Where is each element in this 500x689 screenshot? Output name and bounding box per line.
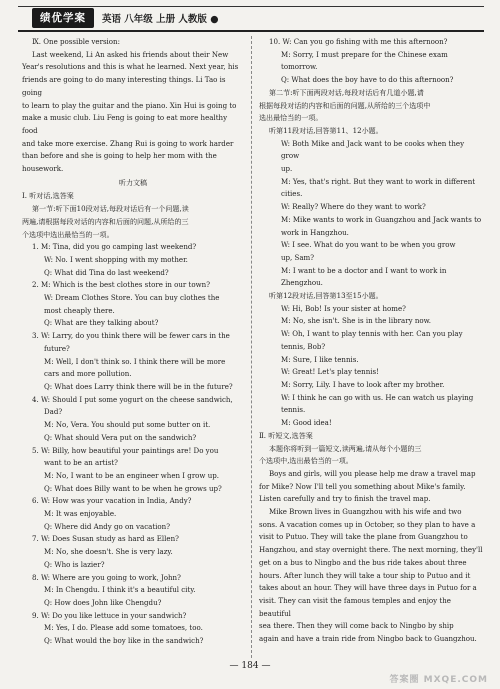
left-text-line: W: Dream Clothes Store. You can buy clothes the — [44, 293, 220, 303]
page-header — [18, 6, 484, 30]
right-text-line: takes about an hour. They will have three days in Putuo for a — [259, 583, 477, 593]
right-text-line: up, Sam? — [281, 252, 315, 262]
right-text-line: M: I want to be a doctor and I want to work in — [281, 265, 447, 275]
watermark-logo: 答案圈 MXQE.COM — [389, 675, 488, 685]
right-text-line: Q: What does the boy have to do this afternoon? — [281, 75, 454, 85]
page-number: — 184 — — [229, 661, 271, 671]
right-text-line: hours. After lunch they will take a tour ship to Putuo and it — [259, 570, 471, 580]
left-text-line: Q: What would the boy like in the sandwich? — [44, 636, 204, 646]
right-text-line: W: I see. What do you want to be when you grow — [281, 240, 456, 250]
right-text-line: 个选项中,选出最恰当的一项。 — [259, 456, 353, 466]
right-text-line: tennis, Bob? — [281, 341, 326, 351]
right-text-line: M: Mike wants to work in Guangzhou and Jack wants to — [281, 214, 482, 224]
right-text-line: 听第12段对话,回答第13至15小题。 — [269, 291, 383, 301]
right-text-line: 第二节:听下面两段对话,每段对话后有几道小题,请 — [269, 87, 424, 97]
left-column — [22, 36, 244, 648]
left-text-line: Dad? — [44, 407, 63, 417]
left-text-line: 听力文稿 — [118, 177, 148, 187]
subject-label: 英语 八年级 上册 人教版 ● — [102, 14, 219, 25]
left-text-line: Q: Who is lazier? — [44, 559, 105, 569]
left-text-line: than before and she is going to help her mom with the — [22, 151, 217, 161]
left-text-line: to learn to play the guitar and the piano. Xin Hui is going to — [22, 100, 237, 110]
right-text-line: W: Hi, Bob! Is your sister at home? — [281, 303, 406, 313]
right-column — [259, 36, 483, 646]
right-text-line: W: Really? Where do they want to work? — [281, 202, 426, 212]
right-text-line: Mike Brown lives in Guangzhou with his wife and two — [269, 507, 462, 517]
right-text-line: visit. They can visit the famous temples and enjoy the beautiful — [259, 595, 451, 618]
right-text-line: work in Hangzhou. — [281, 227, 349, 237]
right-text-line: Hangzhou, and stay overnight there. The next morning, they'll — [259, 545, 483, 555]
right-text-line: tomorrow. — [281, 62, 318, 72]
left-text-line: Q: What should Vera put on the sandwich? — [44, 432, 197, 442]
right-text-line: 听第11段对话,回答第11、12小题。 — [269, 125, 383, 135]
right-text-line: sons. A vacation comes up in October, so they plan to have a — [259, 519, 476, 529]
left-text-line: want to be an artist? — [44, 458, 118, 468]
left-text-line: 8. W: Where are you going to work, John? — [32, 572, 181, 582]
right-text-line: W: I think he can go with us. He can watch us playing — [281, 392, 474, 402]
left-text-line: 1. M: Tina, did you go camping last weekend? — [32, 242, 197, 252]
right-text-line: tennis. — [281, 405, 306, 415]
right-text-line: Ⅱ. 听短文,选答案 — [259, 430, 313, 440]
right-text-line: 选出最恰当的一项。 — [259, 113, 323, 123]
left-text-line: M: It was enjoyable. — [44, 509, 117, 519]
right-text-line: M: Sorry, Lily. I have to look after my brother. — [281, 379, 445, 389]
left-text-line: Q: What did Tina do last weekend? — [44, 267, 169, 277]
left-text-line: Q: What are they talking about? — [44, 318, 159, 328]
right-text-line: visit to Putuo. They will take the plane from Guangzhou to — [259, 532, 468, 542]
right-text-line: M: Yes, that's right. But they want to work in different — [281, 176, 476, 186]
left-text-line: Q: What does Larry think there will be in the future? — [44, 381, 233, 391]
column-divider — [251, 36, 252, 658]
left-text-line: W: No. I went shopping with my mother. — [44, 254, 188, 264]
left-text-line: 4. W: Should I put some yogurt on the cheese sandwich, — [32, 394, 233, 404]
book-logo: 绩优学案 — [32, 8, 94, 28]
right-text-line: M: Sorry, I must prepare for the Chinese exam — [281, 49, 448, 59]
right-text-line: 10. W: Can you go fishing with me this afternoon? — [269, 37, 448, 46]
right-text-line: get on a bus to Ningbo and the bus ride takes about three — [259, 557, 467, 567]
left-text-line: cars and more pollution. — [44, 369, 132, 379]
left-text-line: Q: How does John like Chengdu? — [44, 597, 162, 607]
left-text-line: 3. W: Larry, do you think there will be fewer cars in the — [32, 331, 230, 341]
left-text-line: Q: Where did Andy go on vacation? — [44, 521, 170, 531]
left-text-line: Last weekend, Li An asked his friends about their New — [32, 49, 229, 59]
right-text-line: M: No, she isn't. She is in the library now. — [281, 316, 432, 326]
right-text-line: Zhengzhou. — [281, 278, 323, 288]
right-text-line: up. — [281, 164, 293, 174]
left-text-line: M: No, she doesn't. She is very lazy. — [44, 547, 173, 557]
left-text-line: 2. M: Which is the best clothes store in our town? — [32, 280, 210, 290]
right-text-line: again and have a train ride from Ningbo back to Guangzhou. — [259, 634, 477, 644]
left-text-line: 6. W: How was your vacation in India, Andy? — [32, 496, 192, 506]
left-text-line: Ⅰ. 听对话,选答案 — [22, 191, 74, 201]
left-text-line: 第一节:听下面10段对话,每段对话后有一个问题,读 — [32, 204, 189, 214]
left-text-line: M: Well, I don't think so. I think there will be more — [44, 356, 226, 366]
right-text-line: Boys and girls, will you please help me draw a travel map — [269, 468, 476, 478]
right-text-line: sea there. Then they will come back to Ningbo by ship — [259, 621, 454, 631]
left-text-line: most cheaply there. — [44, 305, 115, 315]
left-text-line: Q: What does Billy want to be when he grows up? — [44, 483, 222, 493]
right-text-line: W: Great! Let's play tennis! — [281, 367, 379, 377]
left-text-line: 9. W: Do you like lettuce in your sandwich? — [32, 610, 187, 620]
left-text-line: housework. — [22, 164, 64, 174]
right-text-line: 本题你将听到一篇短文,读两遍,请从每个小题的三 — [269, 443, 422, 453]
left-text-line: future? — [44, 343, 70, 353]
left-text-line: Ⅸ. One possible version: — [32, 37, 120, 46]
left-text-line: 5. W: Billy, how beautiful your paintings are! Do you — [32, 445, 219, 455]
left-text-line: M: In Chengdu. I think it's a beautiful city. — [44, 585, 196, 595]
left-text-line: friends are going to do many interesting things. Li Tao is going — [22, 75, 226, 97]
left-text-line: M: Yes, I do. Please add some tomatoes, too. — [44, 623, 203, 633]
left-text-line: 7. W: Does Susan study as hard as Ellen? — [32, 534, 179, 544]
right-text-line: for Mike? Now I'll tell you something about Mike's family. — [259, 481, 466, 491]
right-text-line: 根据每段对话的内容和后面的问题,从所给的三个选项中 — [259, 100, 431, 110]
header-bottom-rule — [18, 30, 484, 32]
right-text-line: W: Both Mike and Jack want to be cooks when they grow — [281, 138, 465, 161]
left-text-line: and take more exercise. Zhang Rui is going to work harder — [22, 138, 234, 148]
right-text-line: W: Oh, I want to play tennis with her. Can you play — [281, 329, 463, 339]
left-text-line: 个选项中选出最恰当的一项。 — [22, 229, 114, 239]
left-text-line: M: No, Vera. You should put some butter on it. — [44, 420, 211, 430]
left-text-line: M: No, I want to be an engineer when I grow up. — [44, 470, 219, 480]
left-text-line: Year's resolutions and this is what he learned. Next year, his — [22, 62, 239, 72]
header-top-rule — [18, 6, 484, 7]
right-text-line: M: Good idea! — [281, 418, 332, 428]
left-text-line: make a music club. Liu Feng is going to eat more healthy food — [22, 113, 228, 135]
right-text-line: cities. — [281, 189, 303, 199]
right-text-line: Listen carefully and try to finish the travel map. — [259, 494, 431, 504]
right-text-line: M: Sure, I like tennis. — [281, 354, 359, 364]
left-text-line: 两遍,请根据每段对话的内容和后面的问题,从所给的三 — [22, 216, 189, 226]
